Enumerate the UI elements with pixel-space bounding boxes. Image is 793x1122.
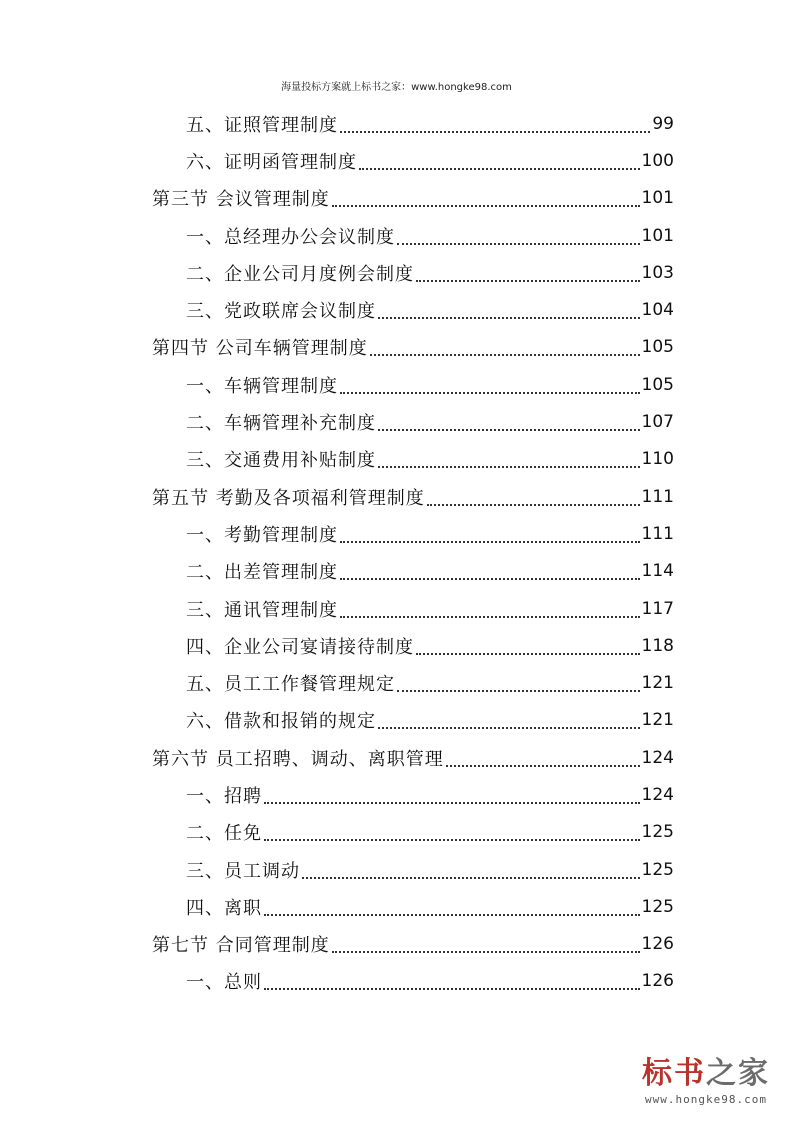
- toc-entry[interactable]: [152, 478, 674, 515]
- toc-entry-page-number: 104: [641, 300, 674, 321]
- toc-entry-page-number: 111: [641, 486, 674, 507]
- toc-entry[interactable]: [152, 553, 674, 590]
- toc-dot-leader: [427, 484, 640, 506]
- toc-entry-page-number: 118: [641, 635, 674, 656]
- toc-dot-leader: [397, 670, 640, 692]
- toc-entry[interactable]: [152, 590, 674, 627]
- watermark-logo-text: [631, 1057, 781, 1091]
- toc-entry[interactable]: [152, 441, 674, 478]
- toc-dot-leader: [302, 857, 640, 879]
- toc-entry[interactable]: [152, 888, 674, 925]
- watermark-logo-part1: 标书: [642, 1056, 706, 1091]
- page-header: 海量投标方案就上标书之家：www.hongke98.com: [281, 82, 512, 93]
- toc-dot-leader: [446, 745, 640, 767]
- toc-entry-label: 一、车辆管理制度: [186, 375, 338, 397]
- toc-entry-label: 一、招聘: [186, 785, 262, 807]
- toc-entry[interactable]: [152, 702, 674, 739]
- toc-dot-leader: [340, 372, 640, 394]
- toc-entry[interactable]: [152, 814, 674, 851]
- toc-entry-page-number: 121: [641, 673, 674, 694]
- toc-entry-label: 六、借款和报销的规定: [186, 711, 376, 733]
- toc-dot-leader: [340, 521, 640, 543]
- toc-dot-leader: [370, 334, 640, 356]
- toc-entry-label: 二、车辆管理补充制度: [186, 413, 376, 435]
- toc-entry[interactable]: [152, 217, 674, 254]
- toc-entry-page-number: 125: [641, 859, 674, 880]
- toc-entry-page-number: 117: [641, 598, 674, 619]
- toc-entry-label: 二、企业公司月度例会制度: [186, 263, 414, 285]
- toc-dot-leader: [378, 707, 640, 729]
- watermark-logo: [631, 1057, 781, 1106]
- toc-entry-page-number: 124: [641, 784, 674, 805]
- toc-entry-label: 三、员工调动: [186, 860, 300, 882]
- toc-entry[interactable]: [152, 142, 674, 179]
- toc-dot-leader: [340, 111, 650, 133]
- toc-dot-leader: [340, 558, 640, 580]
- toc-entry-page-number: 114: [641, 561, 674, 582]
- toc-entry-page-number: 105: [641, 337, 674, 358]
- watermark-url: www.hongke98.com: [645, 1093, 767, 1106]
- toc-dot-leader: [264, 968, 640, 990]
- toc-entry-label: 第四节 公司车辆管理制度: [152, 338, 368, 360]
- toc-entry-label: 四、离职: [186, 897, 262, 919]
- toc-entry-label: 一、总经理办公会议制度: [186, 226, 395, 248]
- toc-dot-leader: [378, 409, 640, 431]
- toc-entry-page-number: 103: [641, 262, 674, 283]
- toc-entry-page-number: 110: [641, 449, 674, 470]
- toc-entry-label: 四、企业公司宴请接待制度: [186, 636, 414, 658]
- toc-entry-label: 三、交通费用补贴制度: [186, 450, 376, 472]
- toc-dot-leader: [416, 633, 640, 655]
- watermark-logo-part2: 之家: [706, 1056, 770, 1091]
- toc-entry[interactable]: [152, 664, 674, 701]
- toc-entry-page-number: 99: [652, 113, 674, 134]
- toc-dot-leader: [332, 931, 640, 953]
- toc-entry-label: 二、任免: [186, 823, 262, 845]
- toc-entry[interactable]: [152, 329, 674, 366]
- toc-entry[interactable]: [152, 926, 674, 963]
- toc-entry-label: 第六节 员工招聘、调动、离职管理: [152, 748, 444, 770]
- toc-dot-leader: [264, 782, 640, 804]
- toc-dot-leader: [378, 297, 640, 319]
- toc-entry-page-number: 111: [641, 523, 674, 544]
- toc-entry-label: 第七节 合同管理制度: [152, 935, 330, 957]
- toc-entry-label: 五、员工工作餐管理规定: [186, 674, 395, 696]
- toc-entry-page-number: 126: [641, 971, 674, 992]
- toc-entry[interactable]: [152, 291, 674, 328]
- toc-dot-leader: [332, 185, 640, 207]
- toc-dot-leader: [340, 596, 640, 618]
- toc-entry-page-number: 107: [641, 412, 674, 433]
- toc-entry[interactable]: [152, 776, 674, 813]
- toc-entry-page-number: 100: [641, 150, 674, 171]
- toc-entry[interactable]: [152, 739, 674, 776]
- toc-entry[interactable]: [152, 254, 674, 291]
- toc-entry-label: 五、证照管理制度: [186, 114, 338, 136]
- toc-entry-label: 三、党政联席会议制度: [186, 301, 376, 323]
- toc-entry-page-number: 121: [641, 710, 674, 731]
- toc-entry[interactable]: [152, 180, 674, 217]
- toc-entry-label: 三、通讯管理制度: [186, 599, 338, 621]
- toc-entry-page-number: 125: [641, 896, 674, 917]
- toc-entry-label: 第三节 会议管理制度: [152, 189, 330, 211]
- table-of-contents: [152, 105, 674, 1000]
- toc-entry-label: 二、出差管理制度: [186, 562, 338, 584]
- toc-dot-leader: [359, 148, 640, 170]
- toc-entry[interactable]: [152, 963, 674, 1000]
- toc-dot-leader: [416, 260, 640, 282]
- toc-entry-label: 一、考勤管理制度: [186, 524, 338, 546]
- toc-dot-leader: [264, 819, 640, 841]
- toc-entry-page-number: 101: [641, 225, 674, 246]
- toc-dot-leader: [397, 223, 640, 245]
- toc-entry-label: 六、证明函管理制度: [186, 151, 357, 173]
- toc-dot-leader: [264, 894, 640, 916]
- toc-entry[interactable]: [152, 515, 674, 552]
- toc-entry-page-number: 124: [641, 747, 674, 768]
- toc-entry-page-number: 105: [641, 374, 674, 395]
- toc-entry-page-number: 101: [641, 188, 674, 209]
- toc-entry-label: 第五节 考勤及各项福利管理制度: [152, 487, 425, 509]
- toc-entry[interactable]: [152, 366, 674, 403]
- toc-entry[interactable]: [152, 403, 674, 440]
- toc-entry[interactable]: [152, 105, 674, 142]
- toc-entry-page-number: 126: [641, 934, 674, 955]
- toc-entry-page-number: 125: [641, 822, 674, 843]
- toc-entry-label: 一、总则: [186, 972, 262, 994]
- toc-entry[interactable]: [152, 851, 674, 888]
- toc-entry[interactable]: [152, 627, 674, 664]
- toc-dot-leader: [378, 446, 640, 468]
